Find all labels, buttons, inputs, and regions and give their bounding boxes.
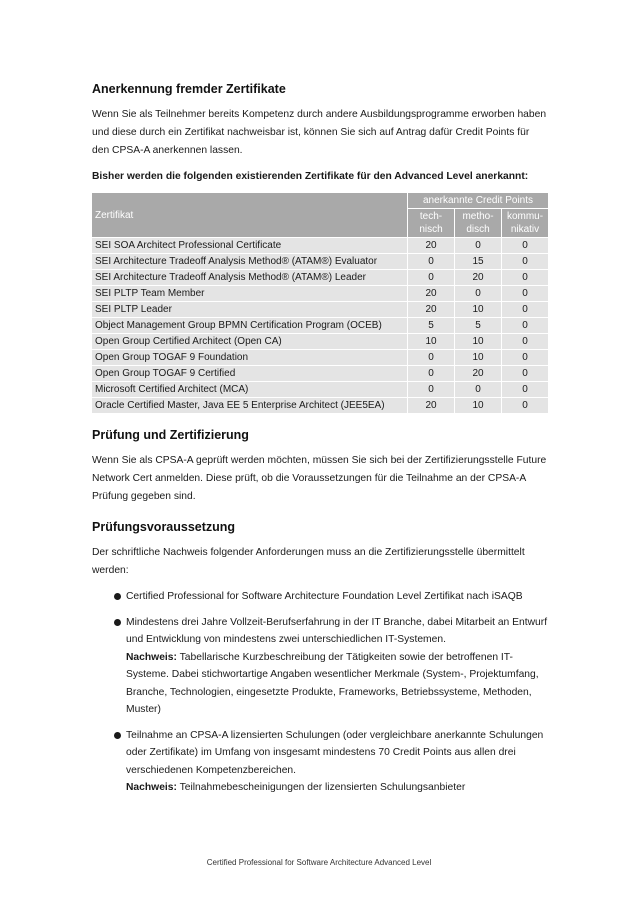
cert-name-cell: Open Group TOGAF 9 Certified (92, 366, 407, 381)
col-header-credit-points: anerkannte Credit Points (407, 193, 548, 208)
method-points-cell: 20 (454, 366, 501, 381)
cert-name-cell: SEI Architecture Tradeoff Analysis Method® (ATAM®) Leader (92, 270, 407, 285)
tech-points-cell: 20 (407, 238, 454, 253)
method-points-cell: 10 (454, 302, 501, 317)
cert-name-cell: SEI PLTP Leader (92, 302, 407, 317)
page-content (92, 82, 548, 805)
tech-points-cell: 10 (407, 334, 454, 349)
tech-points-cell: 20 (407, 398, 454, 413)
method-points-cell: 10 (454, 398, 501, 413)
tech-points-cell: 20 (407, 302, 454, 317)
list-item (116, 588, 548, 606)
table-row (92, 254, 548, 269)
nachweis-text: Tabellarische Kurzbeschreibung der Tätigkeiten sowie der betroffenen IT-Systeme. Dabei stichwortartige Angaben wesentlicher Merkmale (System-, Projektumfang, Branche, Technologien, eingesetzte Produkte, Frameworks, Betriebssysteme, Methoden, Muster) (126, 651, 539, 715)
section-title-prerequisites: Prüfungsvoraussetzung (92, 520, 236, 534)
col-header-technical: tech- nisch (407, 209, 454, 237)
table-row (92, 382, 548, 397)
col-header-communicative: kommu- nikativ (501, 209, 548, 237)
cert-name-cell: SEI Architecture Tradeoff Analysis Method® (ATAM®) Evaluator (92, 254, 407, 269)
section-title-recognition: Anerkennung fremder Zertifikate (92, 82, 286, 96)
comm-points-cell: 0 (501, 350, 548, 365)
cert-name-cell: SEI PLTP Team Member (92, 286, 407, 301)
tech-points-cell: 20 (407, 286, 454, 301)
comm-points-cell: 0 (501, 334, 548, 349)
method-points-cell: 0 (454, 382, 501, 397)
table-row (92, 318, 548, 333)
comm-points-cell: 0 (501, 270, 548, 285)
comm-points-cell: 0 (501, 366, 548, 381)
nachweis-text: Teilnahmebescheinigungen der lizensierten Schulungsanbieter (176, 782, 466, 793)
nachweis-label: Nachweis: (126, 782, 177, 793)
tech-points-cell: 0 (407, 366, 454, 381)
col-header-certificate: Zertifikat (92, 193, 407, 237)
requirement-text: Certified Professional for Software Architecture Foundation Level Zertifikat nach iSAQB (126, 591, 523, 602)
method-points-cell: 0 (454, 238, 501, 253)
comm-points-cell: 0 (501, 286, 548, 301)
tech-points-cell: 0 (407, 350, 454, 365)
bullet-icon (114, 593, 121, 600)
certificate-table (92, 192, 548, 414)
cert-name-cell: Oracle Certified Master, Java EE 5 Enterprise Architect (JEE5EA) (92, 398, 407, 413)
table-intro: Bisher werden die folgenden existierenden Zertifikate für den Advanced Level anerkannt: (92, 171, 529, 182)
section-title-exam: Prüfung und Zertifizierung (92, 428, 249, 442)
bullet-icon (114, 732, 121, 739)
method-points-cell: 10 (454, 350, 501, 365)
bullet-icon (114, 619, 121, 626)
table-row (92, 302, 548, 317)
requirements-list (92, 588, 548, 797)
comm-points-cell: 0 (501, 382, 548, 397)
col-header-methodical: metho- disch (454, 209, 501, 237)
recognition-paragraph: Wenn Sie als Teilnehmer bereits Kompetenz durch andere Ausbildungsprogramme erworben haben und diese durch ein Zertifikat nachweisbar ist, können Sie sich auf Antrag dafür Credit Points für den CPSA-A anerkennen lassen. (92, 109, 547, 156)
cert-name-cell: Microsoft Certified Architect (MCA) (92, 382, 407, 397)
table-row (92, 398, 548, 413)
cert-name-cell: Open Group TOGAF 9 Foundation (92, 350, 407, 365)
tech-points-cell: 0 (407, 382, 454, 397)
prerequisites-paragraph: Der schriftliche Nachweis folgender Anforderungen muss an die Zertifizierungsstelle übermittelt werden: (92, 547, 525, 576)
comm-points-cell: 0 (501, 238, 548, 253)
table-row (92, 350, 548, 365)
tech-points-cell: 0 (407, 270, 454, 285)
nachweis-label: Nachweis: (126, 651, 177, 663)
method-points-cell: 20 (454, 270, 501, 285)
list-item (116, 614, 548, 719)
method-points-cell: 0 (454, 286, 501, 301)
comm-points-cell: 0 (501, 398, 548, 413)
comm-points-cell: 0 (501, 302, 548, 317)
comm-points-cell: 0 (501, 318, 548, 333)
table-row (92, 334, 548, 349)
cert-name-cell: Object Management Group BPMN Certification Program (OCEB) (92, 318, 407, 333)
tech-points-cell: 0 (407, 254, 454, 269)
requirement-text: Mindestens drei Jahre Vollzeit-Berufserfahrung in der IT Branche, dabei Mitarbeit an Entwurf und Entwicklung von mindestens zwei unterschiedlichen IT-Systemen. (126, 616, 548, 645)
requirement-text: Teilnahme an CPSA-A lizensierten Schulungen (oder vergleichbare anerkannte Schulungen oder Zertifikate) im Umfang von insgesamt mindestens 70 Credit Points aus allen drei verschiedenen Kompetenzbereichen. (126, 729, 544, 776)
cert-name-cell: SEI SOA Architect Professional Certificate (92, 238, 407, 253)
list-item (116, 727, 548, 797)
tech-points-cell: 5 (407, 318, 454, 333)
comm-points-cell: 0 (501, 254, 548, 269)
method-points-cell: 10 (454, 334, 501, 349)
table-row (92, 238, 548, 253)
method-points-cell: 5 (454, 318, 501, 333)
cert-name-cell: Open Group Certified Architect (Open CA) (92, 334, 407, 349)
exam-paragraph: Wenn Sie als CPSA-A geprüft werden möchten, müssen Sie sich bei der Zertifizierungsstelle Future Network Cert anmelden. Diese prüft, ob die Voraussetzungen für die Teilnahme an der CPSA-A Prüfung gegeben sind. (92, 455, 547, 502)
page-footer: Certified Professional for Software Architecture Advanced Level (206, 858, 432, 867)
method-points-cell: 15 (454, 254, 501, 269)
table-row (92, 270, 548, 285)
table-row (92, 366, 548, 381)
table-row (92, 286, 548, 301)
